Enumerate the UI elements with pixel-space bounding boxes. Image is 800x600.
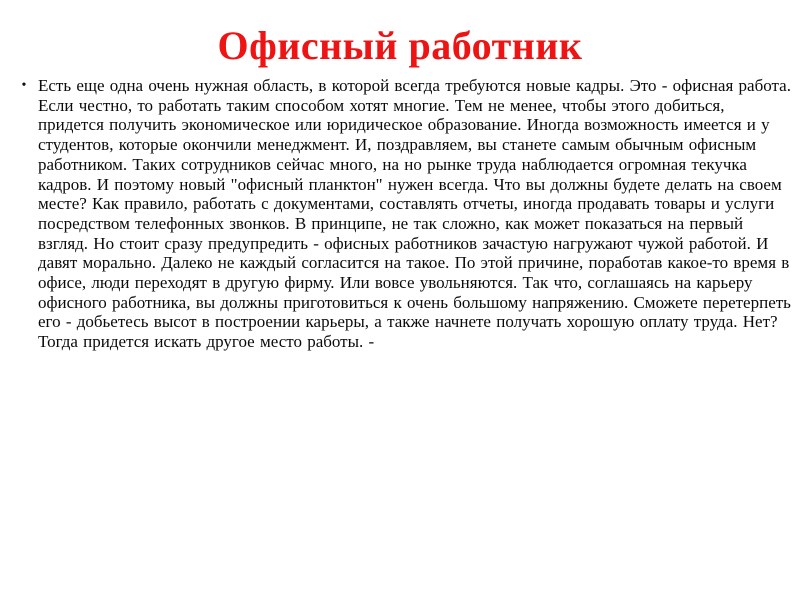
bullet-marker-icon: •	[21, 78, 27, 93]
slide-title: Офисный работник	[217, 23, 583, 68]
bullet-paragraph: Есть еще одна очень нужная область, в которой всегда требуются новые кадры. Это - офисная работа. Если честно, то работать таким способом хотят многие. Тем не менее, чтобы этого добиться, придется получить экономическое или юридическое образование. Иногда возможность имеется и у студентов, которые окончили менеджмент. И, поздравляем, вы станете самым обычным офисным работником. Таких сотрудников сейчас много, на но рынке труда наблюдается огромная текучка кадров. И поэтому новый "офисный планктон" нужен всегда. Что вы должны будете делать на своем месте? Как правило, работать с документами, составлять отчеты, иногда продавать товары и услуги посредством телефонных звонков. В принципе, не так сложно, как может показаться на первый взгляд. Но стоит сразу предупредить - офисных работников зачастую нагружают чужой работой. И давят морально. Далеко не каждый согласится на такое. По этой причине, поработав какое-то время в офисе, люди переходят в другую фирму. Или вовсе увольняются. Так что, соглашаясь на карьеру офисного работника, вы должны приготовиться к очень большому напряжению. Сможете перетерпеть его - добьетесь высот в построении карьеры, а также начнете получать хорошую оплату труда. Нет? Тогда придется искать другое место работы. -	[38, 76, 791, 352]
bullet-item	[0, 76, 800, 352]
